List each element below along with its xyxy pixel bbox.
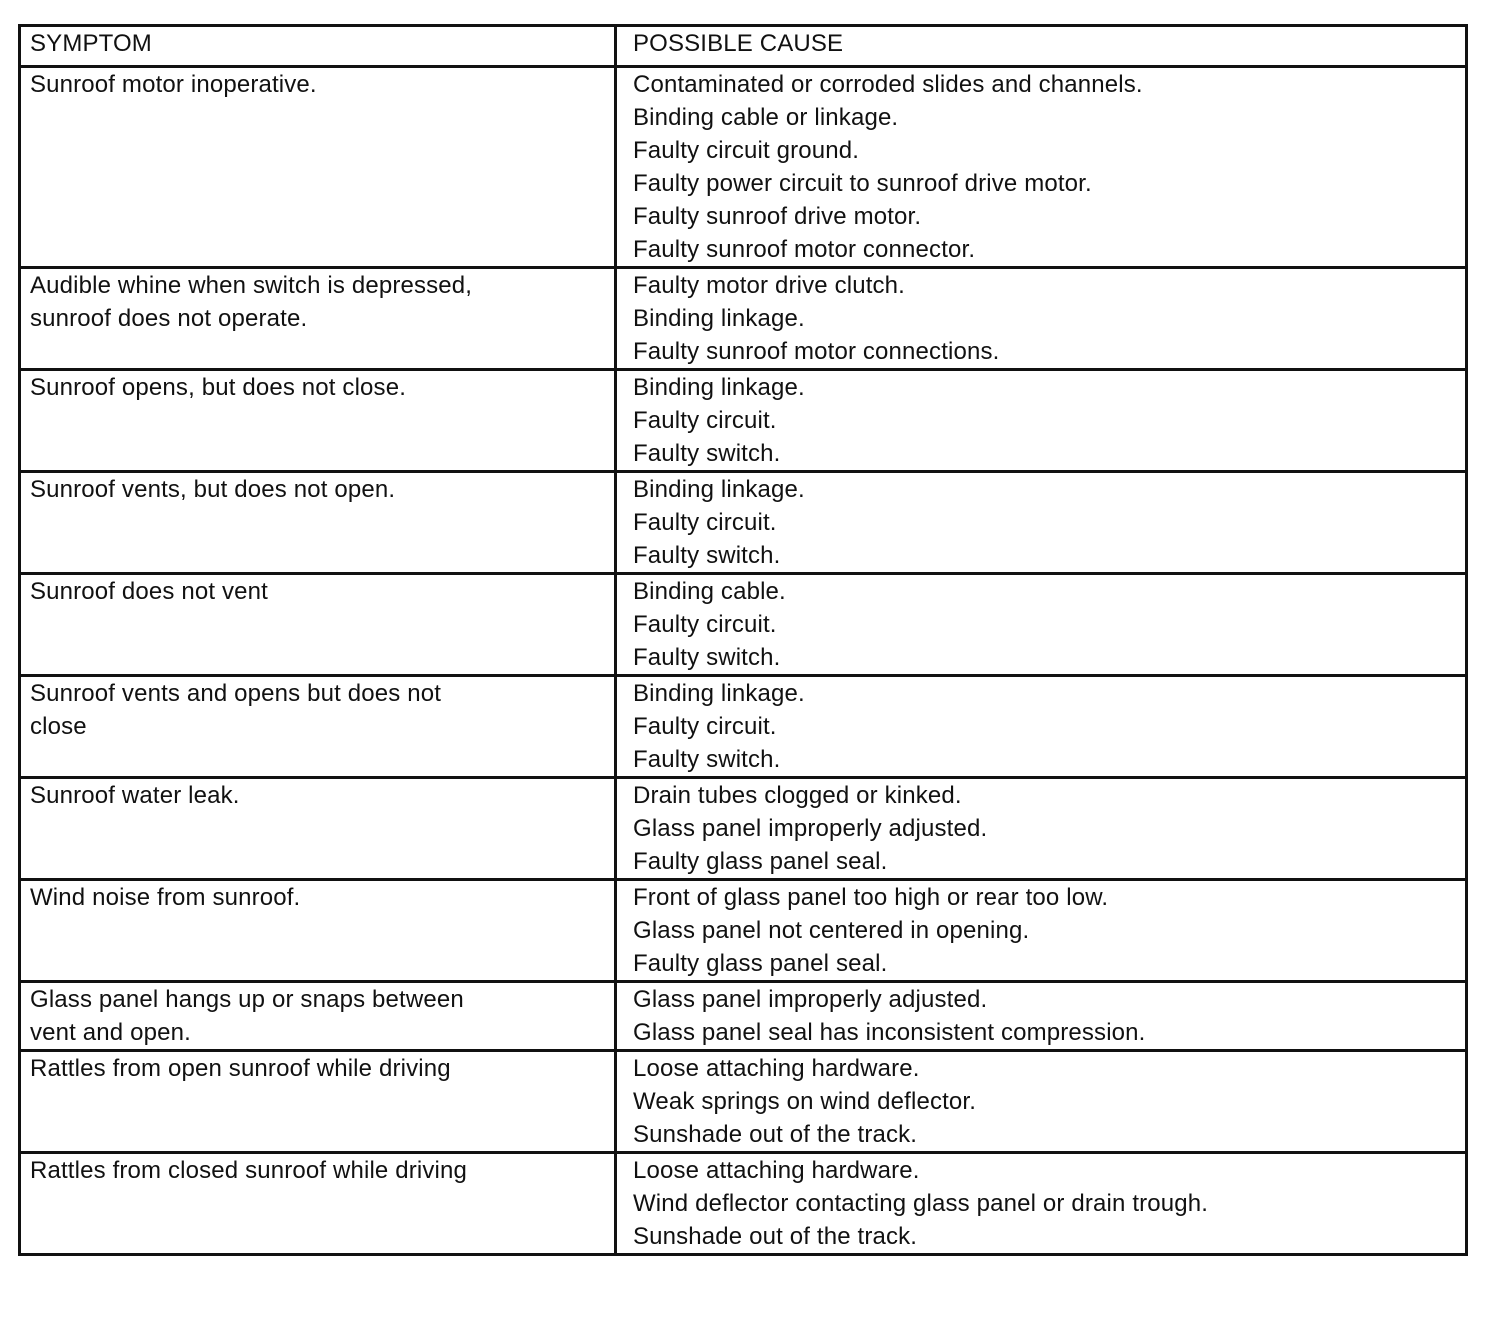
- table-row: [20, 880, 1467, 982]
- table-row: [20, 778, 1467, 880]
- diagnosis-table-body: [20, 26, 1467, 1255]
- symptom-text: Sunroof does not vent: [30, 578, 268, 605]
- table-row: [20, 472, 1467, 574]
- possible-cause-item: Faulty switch.: [633, 644, 781, 671]
- possible-cause-cell: [616, 778, 1467, 880]
- symptom-cell: [20, 67, 616, 268]
- symptom-cell: [20, 574, 616, 676]
- symptom-text: Glass panel hangs up or snaps between vent and open.: [30, 986, 464, 1046]
- possible-cause-item: Faulty switch.: [633, 542, 781, 569]
- symptom-text: Rattles from closed sunroof while driving: [30, 1157, 468, 1184]
- possible-cause-item: Faulty glass panel seal.: [633, 950, 888, 977]
- possible-cause-item: Sunshade out of the track.: [633, 1223, 918, 1250]
- possible-cause-item: Binding linkage.: [633, 680, 805, 707]
- possible-cause-cell: [616, 370, 1467, 472]
- possible-cause-item: Glass panel not centered in opening.: [633, 917, 1030, 944]
- symptom-cell: [20, 982, 616, 1051]
- possible-cause-cell: [616, 982, 1467, 1051]
- possible-cause-item: Front of glass panel too high or rear too low.: [633, 884, 1109, 911]
- possible-cause-item: Faulty circuit.: [633, 713, 777, 740]
- symptom-text: Rattles from open sunroof while driving: [30, 1055, 451, 1082]
- possible-cause-cell: [616, 1153, 1467, 1255]
- table-row: [20, 676, 1467, 778]
- possible-cause-item: Faulty switch.: [633, 440, 781, 467]
- possible-cause-item: Binding linkage.: [633, 476, 805, 503]
- symptom-text: Sunroof motor inoperative.: [30, 71, 317, 98]
- table-header-row: [20, 26, 1467, 67]
- possible-cause-item: Faulty circuit.: [633, 611, 777, 638]
- possible-cause-header-label: POSSIBLE CAUSE: [633, 30, 844, 57]
- symptom-text: Wind noise from sunroof.: [30, 884, 301, 911]
- possible-cause-item: Drain tubes clogged or kinked.: [633, 782, 962, 809]
- possible-cause-item: Faulty circuit ground.: [633, 137, 860, 164]
- possible-cause-item: Loose attaching hardware.: [633, 1055, 920, 1082]
- possible-cause-cell: [616, 676, 1467, 778]
- symptom-text: Sunroof opens, but does not close.: [30, 374, 407, 401]
- symptom-cell: [20, 472, 616, 574]
- possible-cause-item: Contaminated or corroded slides and channels.: [633, 71, 1143, 98]
- possible-cause-cell: [616, 268, 1467, 370]
- possible-cause-item: Sunshade out of the track.: [633, 1121, 918, 1148]
- symptom-cell: [20, 268, 616, 370]
- table-row: [20, 982, 1467, 1051]
- symptom-text: Sunroof vents and opens but does not close: [30, 680, 442, 740]
- symptom-text: Sunroof water leak.: [30, 782, 240, 809]
- possible-cause-item: Faulty power circuit to sunroof drive motor.: [633, 170, 1092, 197]
- table-row: [20, 67, 1467, 268]
- diagnosis-table: [18, 24, 1468, 1256]
- symptom-cell: [20, 1051, 616, 1153]
- symptom-column-header: [20, 26, 616, 67]
- possible-cause-item: Glass panel seal has inconsistent compression.: [633, 1019, 1146, 1046]
- possible-cause-item: Weak springs on wind deflector.: [633, 1088, 977, 1115]
- symptom-cell: [20, 880, 616, 982]
- possible-cause-item: Binding linkage.: [633, 305, 805, 332]
- possible-cause-cell: [616, 472, 1467, 574]
- possible-cause-item: Faulty sunroof motor connector.: [633, 236, 976, 263]
- possible-cause-item: Binding cable or linkage.: [633, 104, 899, 131]
- possible-cause-cell: [616, 1051, 1467, 1153]
- table-row: [20, 1051, 1467, 1153]
- possible-cause-item: Loose attaching hardware.: [633, 1157, 920, 1184]
- possible-cause-item: Wind deflector contacting glass panel or drain trough.: [633, 1190, 1209, 1217]
- symptom-header-label: SYMPTOM: [30, 30, 152, 57]
- possible-cause-cell: [616, 880, 1467, 982]
- symptom-cell: [20, 676, 616, 778]
- symptom-text: Audible whine when switch is depressed, sunroof does not operate.: [30, 272, 473, 332]
- table-row: [20, 268, 1467, 370]
- symptom-cell: [20, 1153, 616, 1255]
- possible-cause-item: Faulty motor drive clutch.: [633, 272, 905, 299]
- possible-cause-item: Binding linkage.: [633, 374, 805, 401]
- symptom-cell: [20, 778, 616, 880]
- possible-cause-item: Faulty switch.: [633, 746, 781, 773]
- possible-cause-item: Binding cable.: [633, 578, 786, 605]
- possible-cause-column-header: [616, 26, 1467, 67]
- possible-cause-item: Faulty circuit.: [633, 407, 777, 434]
- possible-cause-item: Glass panel improperly adjusted.: [633, 986, 988, 1013]
- table-row: [20, 574, 1467, 676]
- possible-cause-item: Glass panel improperly adjusted.: [633, 815, 988, 842]
- possible-cause-item: Faulty sunroof drive motor.: [633, 203, 922, 230]
- possible-cause-cell: [616, 67, 1467, 268]
- possible-cause-item: Faulty glass panel seal.: [633, 848, 888, 875]
- possible-cause-item: Faulty sunroof motor connections.: [633, 338, 1000, 365]
- symptom-cell: [20, 370, 616, 472]
- table-row: [20, 1153, 1467, 1255]
- possible-cause-cell: [616, 574, 1467, 676]
- possible-cause-item: Faulty circuit.: [633, 509, 777, 536]
- symptom-text: Sunroof vents, but does not open.: [30, 476, 396, 503]
- table-row: [20, 370, 1467, 472]
